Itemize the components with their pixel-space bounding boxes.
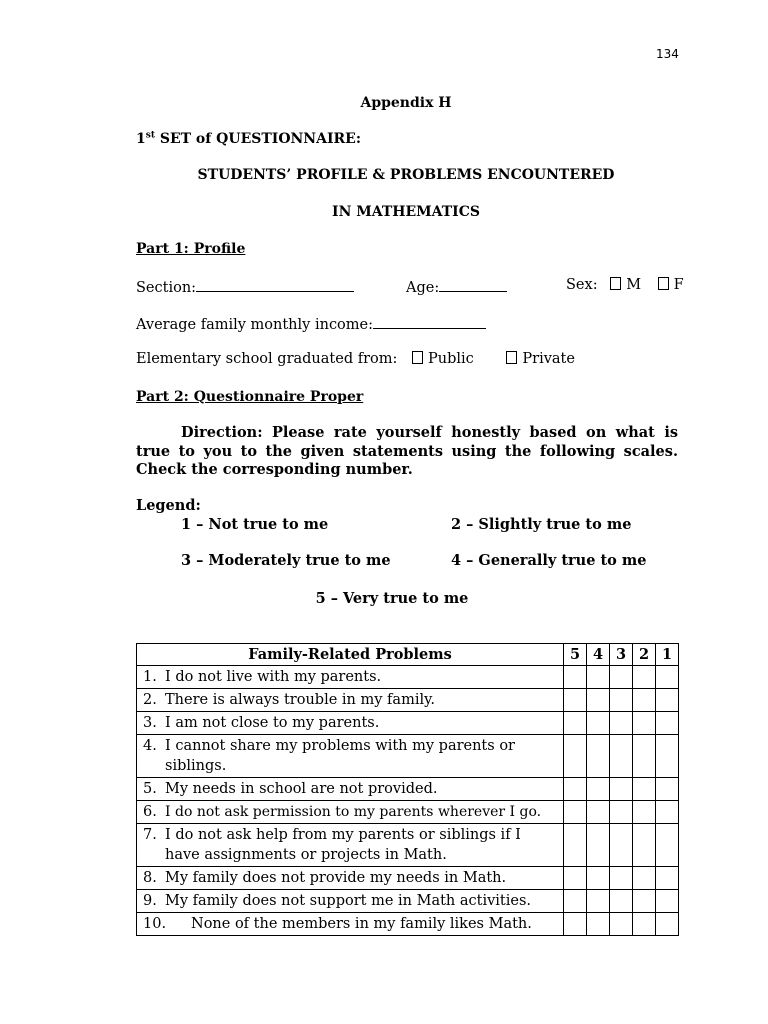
table-row <box>137 867 679 890</box>
rating-cell-4[interactable] <box>587 666 610 689</box>
item-text: My needs in school are not provided. <box>165 781 438 797</box>
rating-cell-3[interactable] <box>610 666 633 689</box>
item-number: 2. <box>143 692 157 708</box>
rating-cell-2[interactable] <box>633 666 656 689</box>
section-label: Section: <box>136 280 197 296</box>
legend-item-1: 1 – Not true to me <box>181 516 329 533</box>
sex-female-checkbox[interactable] <box>658 277 669 290</box>
table-row <box>137 913 679 936</box>
rating-cell-5[interactable] <box>564 689 587 712</box>
rating-cell-3[interactable] <box>610 735 633 778</box>
rating-cell-5[interactable] <box>564 890 587 913</box>
rating-cell-3[interactable] <box>610 890 633 913</box>
rating-cell-4[interactable] <box>587 778 610 801</box>
item-number: 8. <box>143 870 157 886</box>
income-label: Average family monthly income: <box>136 317 374 333</box>
age-blank[interactable] <box>439 277 507 292</box>
item-number: 9. <box>143 893 157 909</box>
rating-cell-4[interactable] <box>587 689 610 712</box>
legend-item-4: 4 – Generally true to me <box>451 552 647 569</box>
item-number: 7. <box>143 827 157 843</box>
questionnaire-set-title <box>136 131 361 147</box>
item-number: 4. <box>143 738 157 754</box>
section-blank[interactable] <box>196 277 354 292</box>
rating-cell-5[interactable] <box>564 867 587 890</box>
rating-cell-4[interactable] <box>587 735 610 778</box>
rating-cell-1[interactable] <box>656 666 679 689</box>
rating-cell-3[interactable] <box>610 712 633 735</box>
item-text: I do not ask permission to my parents wherever I go. <box>165 804 542 820</box>
sex-label: Sex: <box>566 277 598 293</box>
item-text: There is always trouble in my family. <box>165 692 435 708</box>
school-public-checkbox[interactable] <box>412 351 423 364</box>
item-number: 5. <box>143 781 157 797</box>
rating-cell-2[interactable] <box>633 712 656 735</box>
rating-cell-1[interactable] <box>656 778 679 801</box>
item-number: 1. <box>143 669 157 685</box>
legend-item-3: 3 – Moderately true to me <box>181 552 391 569</box>
item-text: I do not live with my parents. <box>165 669 382 685</box>
item-text: My family does not provide my needs in Math. <box>165 870 507 886</box>
rating-cell-3[interactable] <box>610 913 633 936</box>
income-blank[interactable] <box>373 314 486 329</box>
rating-cell-4[interactable] <box>587 712 610 735</box>
income-field <box>136 314 486 333</box>
rating-cell-5[interactable] <box>564 778 587 801</box>
table-row <box>137 712 679 735</box>
item-number: 6. <box>143 804 157 820</box>
table-row <box>137 666 679 689</box>
part1-heading: Part 1: Profile <box>136 241 246 257</box>
document-title-line1: STUDENTS’ PROFILE & PROBLEMS ENCOUNTERED <box>197 167 615 183</box>
school-private-checkbox[interactable] <box>506 351 517 364</box>
rating-cell-2[interactable] <box>633 890 656 913</box>
rating-cell-1[interactable] <box>656 801 679 824</box>
rating-cell-2[interactable] <box>633 778 656 801</box>
family-problems-table <box>136 643 679 936</box>
item-text: I cannot share my problems with my parents or siblings. <box>165 738 515 774</box>
item-number: 10. <box>143 916 167 932</box>
sex-male-checkbox[interactable] <box>610 277 621 290</box>
set-ordinal: 1 <box>136 131 146 147</box>
age-label: Age: <box>406 280 440 296</box>
rating-cell-2[interactable] <box>633 824 656 867</box>
table-header-label: Family-Related Problems <box>137 644 564 666</box>
age-field <box>406 277 507 296</box>
rating-cell-1[interactable] <box>656 913 679 936</box>
set-title-rest: SET of QUESTIONNAIRE: <box>154 131 361 147</box>
scale-header-4: 4 <box>587 644 610 666</box>
item-text: My family does not support me in Math activities. <box>165 893 532 909</box>
rating-cell-5[interactable] <box>564 824 587 867</box>
document-title-line2: IN MATHEMATICS <box>332 204 480 220</box>
item-text: I do not ask help from my parents or siblings if I have assignments or projects in Math. <box>165 827 521 863</box>
rating-cell-5[interactable] <box>564 801 587 824</box>
item-text: I am not close to my parents. <box>165 715 380 731</box>
rating-cell-3[interactable] <box>610 778 633 801</box>
rating-cell-1[interactable] <box>656 712 679 735</box>
appendix-title: Appendix H <box>360 95 452 111</box>
direction-text: Direction: Please rate yourself honestly based on what is true to you to the given statements using the following scales. Check the corresponding number. <box>136 424 678 478</box>
item-number: 3. <box>143 715 157 731</box>
part2-heading: Part 2: Questionnaire Proper <box>136 389 364 405</box>
scale-header-5: 5 <box>564 644 587 666</box>
legend-item-2: 2 – Slightly true to me <box>451 516 632 533</box>
rating-cell-5[interactable] <box>564 712 587 735</box>
table-row <box>137 735 679 778</box>
rating-cell-3[interactable] <box>610 801 633 824</box>
rating-cell-4[interactable] <box>587 867 610 890</box>
rating-cell-1[interactable] <box>656 890 679 913</box>
table-row <box>137 689 679 712</box>
sex-field <box>566 277 684 293</box>
direction-paragraph <box>136 424 678 480</box>
rating-cell-1[interactable] <box>656 735 679 778</box>
scale-header-2: 2 <box>633 644 656 666</box>
rating-cell-4[interactable] <box>587 801 610 824</box>
rating-cell-5[interactable] <box>564 913 587 936</box>
rating-cell-1[interactable] <box>656 824 679 867</box>
page-number: 134 <box>656 47 679 61</box>
scale-header-1: 1 <box>656 644 679 666</box>
table-header-row <box>137 644 679 666</box>
rating-cell-2[interactable] <box>633 801 656 824</box>
rating-cell-5[interactable] <box>564 666 587 689</box>
set-ordinal-suffix: st <box>145 130 155 141</box>
rating-cell-2[interactable] <box>633 735 656 778</box>
table-row <box>137 890 679 913</box>
rating-cell-1[interactable] <box>656 867 679 890</box>
rating-cell-2[interactable] <box>633 689 656 712</box>
rating-cell-4[interactable] <box>587 824 610 867</box>
rating-cell-3[interactable] <box>610 689 633 712</box>
rating-cell-3[interactable] <box>610 867 633 890</box>
section-field <box>136 277 354 296</box>
scale-header-3: 3 <box>610 644 633 666</box>
school-label: Elementary school graduated from: <box>136 351 398 367</box>
item-text: None of the members in my family likes Math. <box>191 916 532 932</box>
rating-cell-4[interactable] <box>587 913 610 936</box>
school-field <box>136 351 575 367</box>
school-private-label: Private <box>522 351 575 367</box>
rating-cell-1[interactable] <box>656 689 679 712</box>
rating-cell-5[interactable] <box>564 735 587 778</box>
school-public-label: Public <box>427 351 474 367</box>
legend-item-5: 5 – Very true to me <box>315 590 469 607</box>
rating-cell-4[interactable] <box>587 890 610 913</box>
rating-cell-3[interactable] <box>610 824 633 867</box>
table-row <box>137 801 679 824</box>
legend-label: Legend: <box>136 497 201 514</box>
sex-female-label: F <box>673 277 684 293</box>
table-row <box>137 778 679 801</box>
sex-male-label: M <box>626 277 642 293</box>
rating-cell-2[interactable] <box>633 913 656 936</box>
table-row <box>137 824 679 867</box>
rating-cell-2[interactable] <box>633 867 656 890</box>
